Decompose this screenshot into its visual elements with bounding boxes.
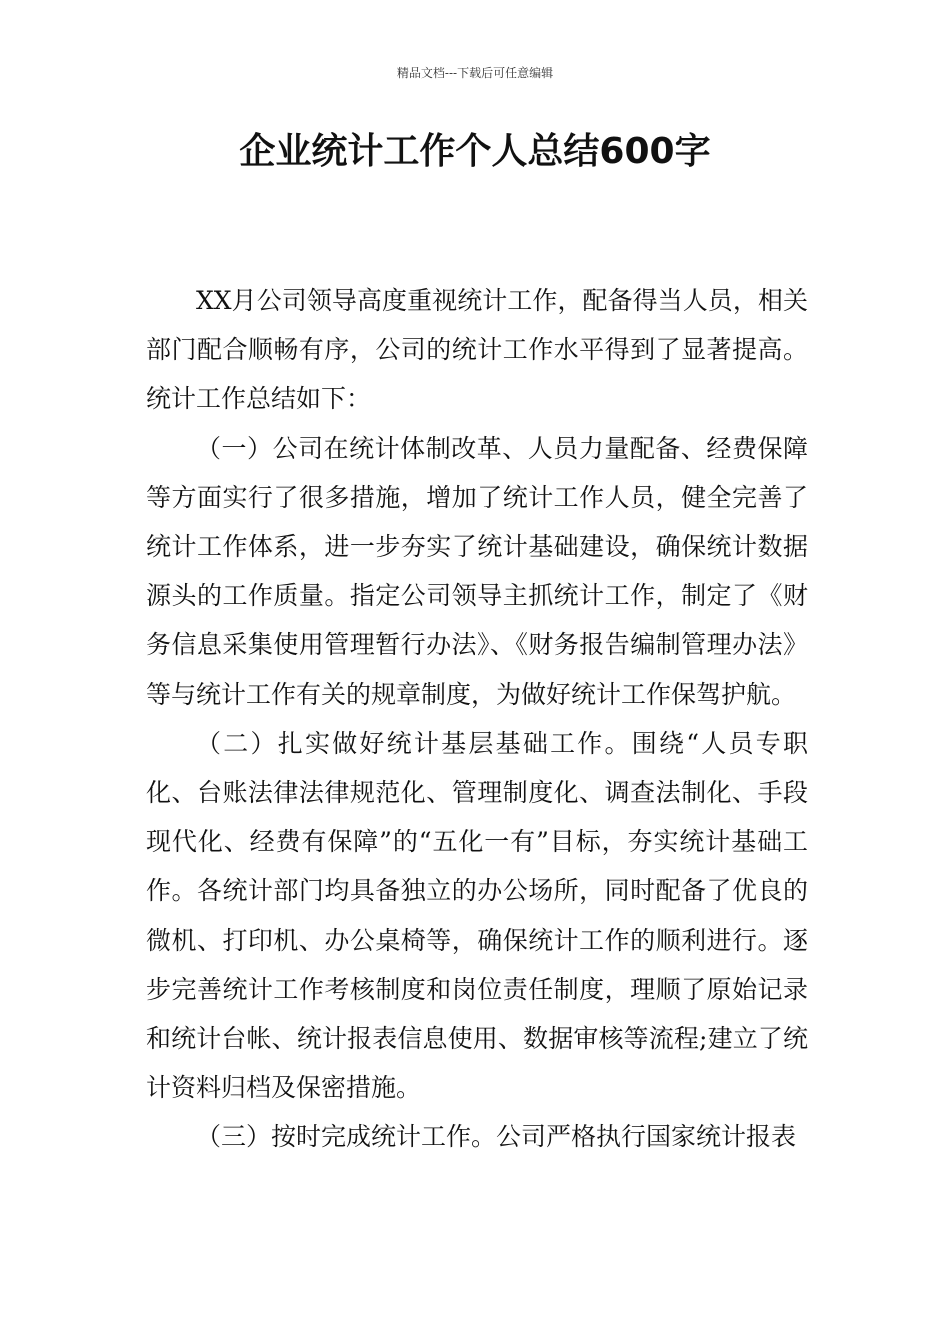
paragraph-section-3: （三）按时完成统计工作。公司严格执行国家统计报表 — [196, 1122, 797, 1152]
document-title: 企业统计工作个人总结600字 — [239, 131, 711, 172]
header-note: 精品文档---下载后可任意编辑 — [396, 66, 554, 80]
paragraph-section-1: （一）公司在统计体制改革、人员力量配备、经费保障等方面实行了很多措施，增加了统计工作人员，健全完善了统计工作体系，进一步夯实了统计基础建设，确保统计数据源头的工作质量。指定公司领导主抓统计工作，制定了《财务信息采集使用管理暂行办法》、《财务报告编制管理办法》等与统计工作有关的规章制度，为做好统计工作保驾护航。 — [146, 433, 808, 709]
document-body — [146, 276, 808, 1162]
paragraph-section-2: （二）扎实做好统计基层基础工作。围绕“人员专职化、台账法律法律规范化、管理制度化、调查法制化、手段现代化、经费有保障”的“五化一有”目标，夯实统计基础工作。各统计部门均具备独立的办公场所，同时配备了优良的微机、打印机、办公桌椅等，确保统计工作的顺利进行。逐步完善统计工作考核制度和岗位责任制度，理顺了原始记录和统计台帐、统计报表信息使用、数据审核等流程;建立了统计资料归档及保密措施。 — [146, 728, 808, 1103]
paragraph-intro: XX月公司领导高度重视统计工作，配备得当人员，相关部门配合顺畅有序，公司的统计工作水平得到了显著提高。统计工作总结如下： — [146, 286, 808, 414]
